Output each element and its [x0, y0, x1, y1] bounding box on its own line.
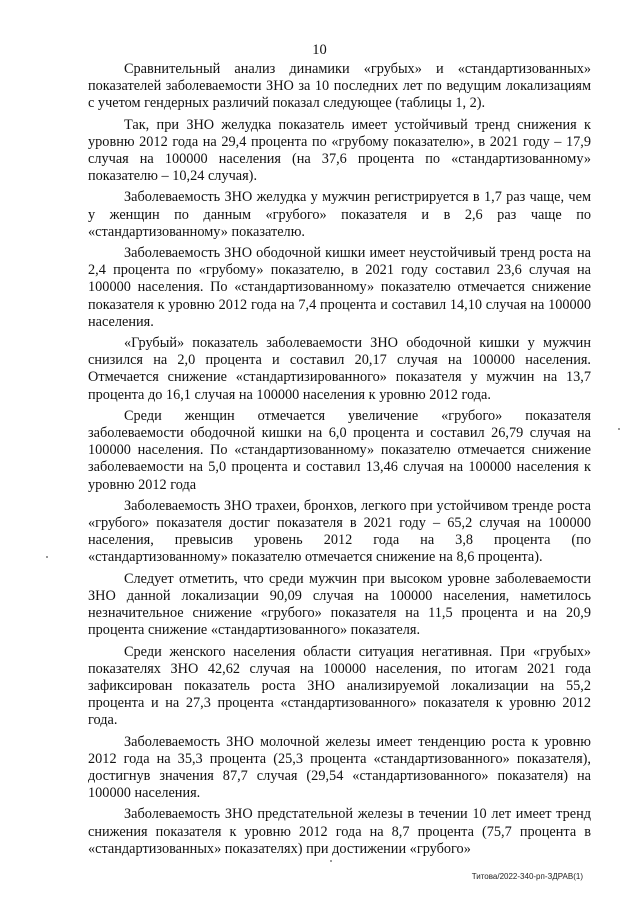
- paragraph-9: Среди женского населения области ситуация негативная. При «грубых» показателях ЗНО 42,62 случая на 100000 населения, по итогам 2021 года зафиксирован показатель роста ЗНО анализируемой локализации на 55,2 процента и на 27,3 процента «стандартизованного» показателя к уровню 2012 года.: [88, 643, 591, 729]
- paragraph-8: Следует отметить, что среди мужчин при высоком уровне заболеваемости ЗНО данной локализации 90,09 случая на 100000 населения, наметилось незначительное снижение «грубого» показателя на 11,5 процента и на 20,9 процента снижение «стандартизованного» показателя.: [88, 570, 591, 639]
- document-body: [88, 61, 591, 862]
- paragraph-3: Заболеваемость ЗНО желудка у мужчин регистрируется в 1,7 раз чаще, чем у женщин по данным «грубого» показателя и в 2,6 раз чаще по «стандартизованному» показателю.: [88, 189, 591, 240]
- paragraph-7: Заболеваемость ЗНО трахеи, бронхов, легкого при устойчивом тренде роста «грубого» показателя достиг показателя в 2021 году – 65,2 случая на 100000 населения, превысив уровень 2012 года на 3,8 процента (по «стандартизованному» показателю отмечается снижение на 8,6 процента).: [88, 497, 591, 566]
- paragraph-10: Заболеваемость ЗНО молочной железы имеет тенденцию роста к уровню 2012 года на 35,3 процента (25,3 процента «стандартизованного» показателя), достигнув значения 87,7 случая (29,54 «стандартизованного» показателя) на 100000 населения.: [88, 733, 591, 802]
- paragraph-11: Заболеваемость ЗНО предстательной железы в течении 10 лет имеет тренд снижения показателя к уровню 2012 года на 8,7 процента (75,7 процента в «стандартизованных» показателях) при достижении «грубого»: [88, 806, 591, 857]
- document-footer-code: Титова/2022-340-рп-ЗДРАВ(1): [471, 872, 583, 881]
- paragraph-5: «Грубый» показатель заболеваемости ЗНО ободочной кишки у мужчин снизился на 2,0 процента и составил 20,17 случая на 100000 населения. Отмечается снижение «стандартизированного» показателя у мужчин на 13,7 процента до 16,1 случая на 100000 населения к уровню 2012 года.: [88, 335, 591, 403]
- scan-speck: [618, 428, 620, 430]
- paragraph-4: Заболеваемость ЗНО ободочной кишки имеет неустойчивый тренд роста на 2,4 процента по «грубому» показателю, в 2021 году составил 23,6 случая на 100000 населения. По «стандартизованному» показателю отмечается снижение показателя к уровню 2012 года на 7,4 процента и составил 14,10 случая на 100000 населения.: [88, 245, 591, 330]
- paragraph-6: Среди женщин отмечается увеличение «грубого» показателя заболеваемости ободочной кишки на 6,0 процента и составил 26,79 случая на 100000 населения. По «стандартизованному» показателю отмечается снижение заболеваемости на 5,0 процента и составил 13,46 случая на 100000 населения к уровню 2012 года: [88, 407, 591, 493]
- paragraph-1: Сравнительный анализ динамики «грубых» и «стандартизованных» показателей заболеваемости ЗНО за 10 последних лет по ведущим локализациям с учетом гендерных различий показал следующее (таблицы 1, 2).: [88, 61, 591, 112]
- scan-speck: [330, 860, 332, 862]
- scan-speck: [46, 556, 48, 558]
- page-number: 10: [312, 42, 327, 58]
- paragraph-2: Так, при ЗНО желудка показатель имеет устойчивый тренд снижения к уровню 2012 года на 29,4 процента по «грубому показателю», в 2021 году – 17,9 случая на 100000 населения (на 37,6 процента по «стандартизованному» показателю – 10,24 случая).: [88, 116, 591, 185]
